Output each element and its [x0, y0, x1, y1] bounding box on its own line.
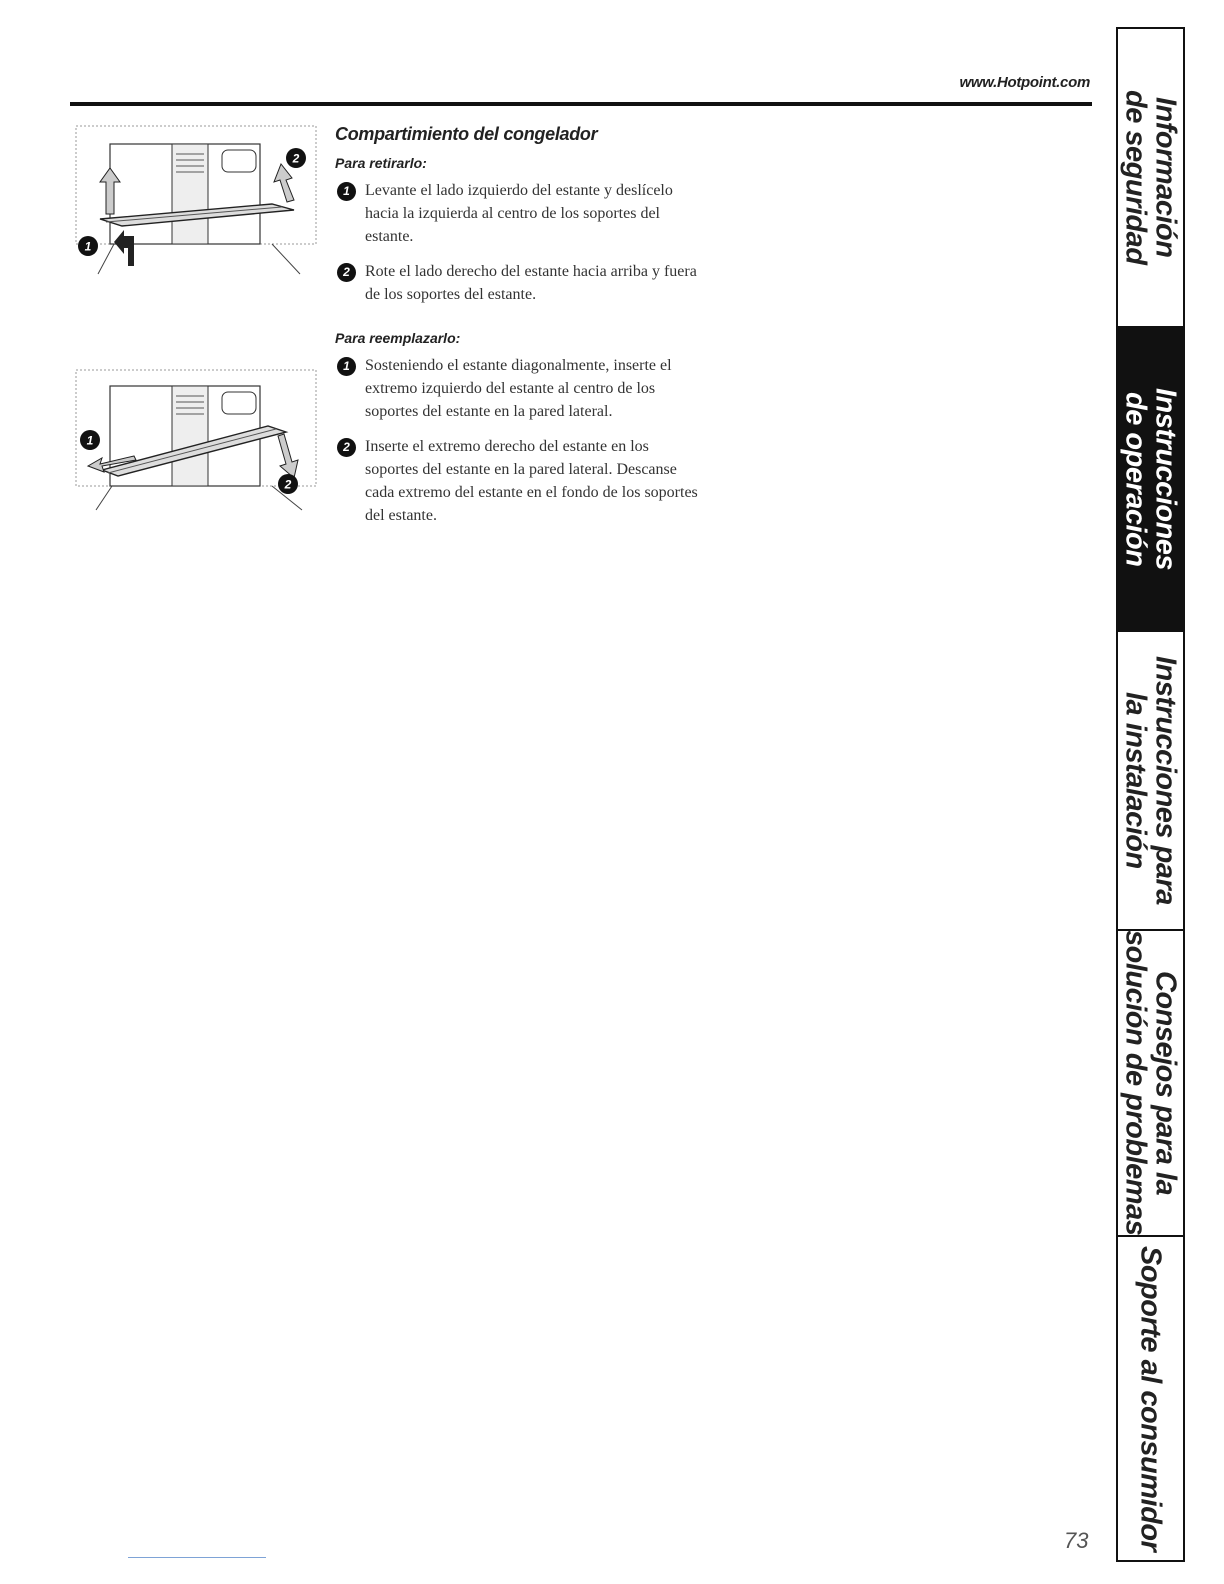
- remove-heading: Para retirarlo:: [335, 155, 427, 171]
- replace-step-2: [335, 435, 705, 527]
- replace-heading: Para reemplazarlo:: [335, 330, 461, 346]
- tab-soporte-al-consumidor[interactable]: [1118, 1237, 1183, 1560]
- step-text: Rote el lado derecho del estante hacia arriba y fuera de los soportes del estante.: [365, 263, 697, 303]
- control-box: [222, 392, 256, 414]
- figure-replace-shelf: [72, 368, 322, 518]
- tab-instrucciones-de-operacion[interactable]: [1118, 328, 1183, 632]
- svg-text:1: 1: [86, 433, 94, 448]
- arrow-down-icon: [278, 434, 298, 478]
- remove-step-1: [335, 179, 705, 248]
- tab-label: Información de seguridad: [1119, 90, 1182, 265]
- tab-consejos-solucion-de-problemas[interactable]: [1118, 931, 1183, 1237]
- section-tabs: [1116, 27, 1185, 1562]
- step-badge: 1: [337, 357, 356, 376]
- content-column: [335, 124, 705, 539]
- svg-text:1: 1: [84, 239, 92, 254]
- header-rule: [70, 102, 1092, 106]
- arrow-rotate-icon: [274, 164, 294, 202]
- tab-instrucciones-para-la-instalacion[interactable]: [1118, 632, 1183, 931]
- control-box: [222, 150, 256, 172]
- step-text: Inserte el extremo derecho del estante en los soportes del estante en la pared lateral. Descanse cada extremo del estante en el fondo de los soportes del estante.: [365, 438, 698, 524]
- step-badge: 1: [337, 182, 356, 201]
- freezer-vent: [172, 386, 208, 486]
- tab-informacion-de-seguridad[interactable]: [1118, 29, 1183, 328]
- replace-step-1: [335, 354, 705, 423]
- footer-line: [128, 1557, 266, 1558]
- step-text: Sosteniendo el estante diagonalmente, inserte el extremo izquierdo del estante al centro de los soportes del estante en la pared lateral.: [365, 357, 672, 420]
- freezer-vent: [172, 144, 208, 244]
- step-badge: 2: [337, 438, 356, 457]
- remove-step-2: [335, 260, 705, 306]
- tab-label: Instrucciones para la instalación: [1119, 656, 1182, 905]
- website-url: www.Hotpoint.com: [959, 74, 1090, 91]
- page-number: 73: [1064, 1528, 1089, 1553]
- step-text: Levante el lado izquierdo del estante y deslícelo hacia la izquierda al centro de los soportes del estante.: [365, 182, 673, 245]
- svg-text:2: 2: [292, 151, 300, 166]
- figure-remove-shelf: [72, 124, 322, 284]
- step-badge: 2: [337, 263, 356, 282]
- section-title: Compartimiento del congelador: [335, 124, 598, 144]
- tab-label: Consejos para la solución de problemas: [1119, 930, 1182, 1236]
- svg-text:2: 2: [284, 477, 292, 492]
- tab-label: Instrucciones de operación: [1119, 387, 1182, 571]
- tab-label: Soporte al consumidor: [1134, 1245, 1167, 1552]
